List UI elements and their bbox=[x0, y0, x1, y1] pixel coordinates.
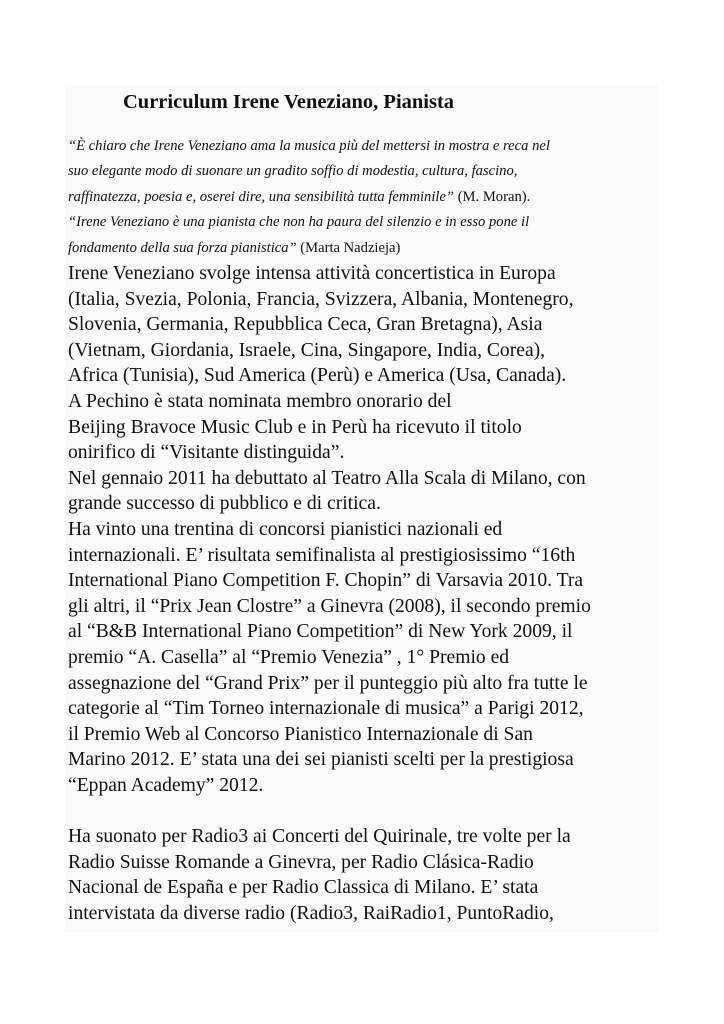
text-line: grande successo di pubblico e di critica. bbox=[68, 493, 381, 515]
text-line: (Vietnam, Giordania, Israele, Cina, Singapore, India, Corea), bbox=[68, 339, 546, 361]
text-line: Irene Veneziano svolge intensa attività concertistica in Europa bbox=[68, 263, 556, 285]
document-content bbox=[68, 88, 654, 926]
quote-italic: “Irene Veneziano è una pianista che non ha paura del silenzio e in esso pone il bbox=[68, 214, 530, 231]
text-line: (Italia, Svezia, Polonia, Francia, Svizzera, Albania, Montenegro, bbox=[68, 288, 574, 310]
text-line: Africa (Tunisia), Sud America (Perù) e America (Usa, Canada). bbox=[68, 365, 567, 387]
text-line: internazionali. E’ risultata semifinalista al prestigiosissimo “16th bbox=[68, 544, 576, 566]
quote-italic: suo elegante modo di suonare un gradito soffio di modestia, cultura, fascino, bbox=[68, 163, 518, 180]
text-line: Ha vinto una trentina di concorsi pianistici nazionali ed bbox=[68, 518, 503, 540]
biography-text bbox=[68, 261, 654, 926]
text-line: il Premio Web al Concorso Pianistico Internazionale di San bbox=[68, 723, 533, 745]
text-line: premio “A. Casella” al “Premio Venezia” , 1° Premio ed bbox=[68, 646, 510, 668]
text-line: International Piano Competition F. Chopin” di Varsavia 2010. Tra bbox=[68, 570, 584, 592]
quote-line bbox=[68, 210, 654, 235]
quote-italic: “È chiaro che Irene Veneziano ama la musica più del mettersi in mostra e reca nel bbox=[68, 138, 550, 154]
quote-italic: fondamento della sua forza pianistica” bbox=[68, 239, 297, 256]
text-line: onirifico di “Visitante distinguida”. bbox=[68, 442, 345, 464]
paragraph-gap bbox=[68, 799, 654, 825]
quote-line bbox=[68, 185, 654, 210]
text-line: Nacional de España e per Radio Classica di Milano. E’ stata bbox=[68, 877, 539, 899]
text-line: Nel gennaio 2011 ha debuttato al Teatro Alla Scala di Milano, con bbox=[68, 467, 586, 489]
text-line: Slovenia, Germania, Repubblica Ceca, Gran Bretagna), Asia bbox=[68, 314, 543, 336]
text-line: A Pechino è stata nominata membro onorario del bbox=[68, 391, 452, 412]
text-line: Ha suonato per Radio3 ai Concerti del Quirinale, tre volte per la bbox=[68, 826, 571, 848]
text-line: Radio Suisse Romande a Ginevra, per Radio Clásica-Radio bbox=[68, 851, 534, 873]
text-line: intervistata da diverse radio (Radio3, RaiRadio1, PuntoRadio, bbox=[68, 902, 554, 924]
text-line: al “B&B International Piano Competition” di New York 2009, il bbox=[68, 621, 573, 643]
quote-attribution: (M. Moran). bbox=[454, 188, 531, 205]
text-line: Beijing Bravoce Music Club e in Perù ha ricevuto il titolo bbox=[68, 416, 522, 438]
quote-line bbox=[68, 236, 654, 261]
text-line: “Eppan Academy” 2012. bbox=[68, 774, 264, 796]
quote-line bbox=[68, 159, 654, 184]
text-line: assegnazione del “Grand Prix” per il punteggio più alto fra tutte le bbox=[68, 672, 588, 694]
text-line: Marino 2012. E’ stata una dei sei pianisti scelti per la prestigiosa bbox=[68, 749, 574, 771]
text-line: categorie al “Tim Torneo internazionale di musica” a Parigi 2012, bbox=[68, 698, 584, 720]
text-line: gli altri, il “Prix Jean Clostre” a Ginevra (2008), il secondo premio bbox=[68, 595, 591, 617]
quote-italic: raffinatezza, poesia e, oserei dire, una sensibilità tutta femminile” bbox=[68, 188, 455, 205]
page-title: Curriculum Irene Veneziano, Pianista bbox=[123, 91, 455, 113]
quote-line bbox=[68, 134, 654, 159]
press-quotes bbox=[68, 134, 654, 261]
quote-attribution: (Marta Nadzieja) bbox=[296, 239, 401, 256]
